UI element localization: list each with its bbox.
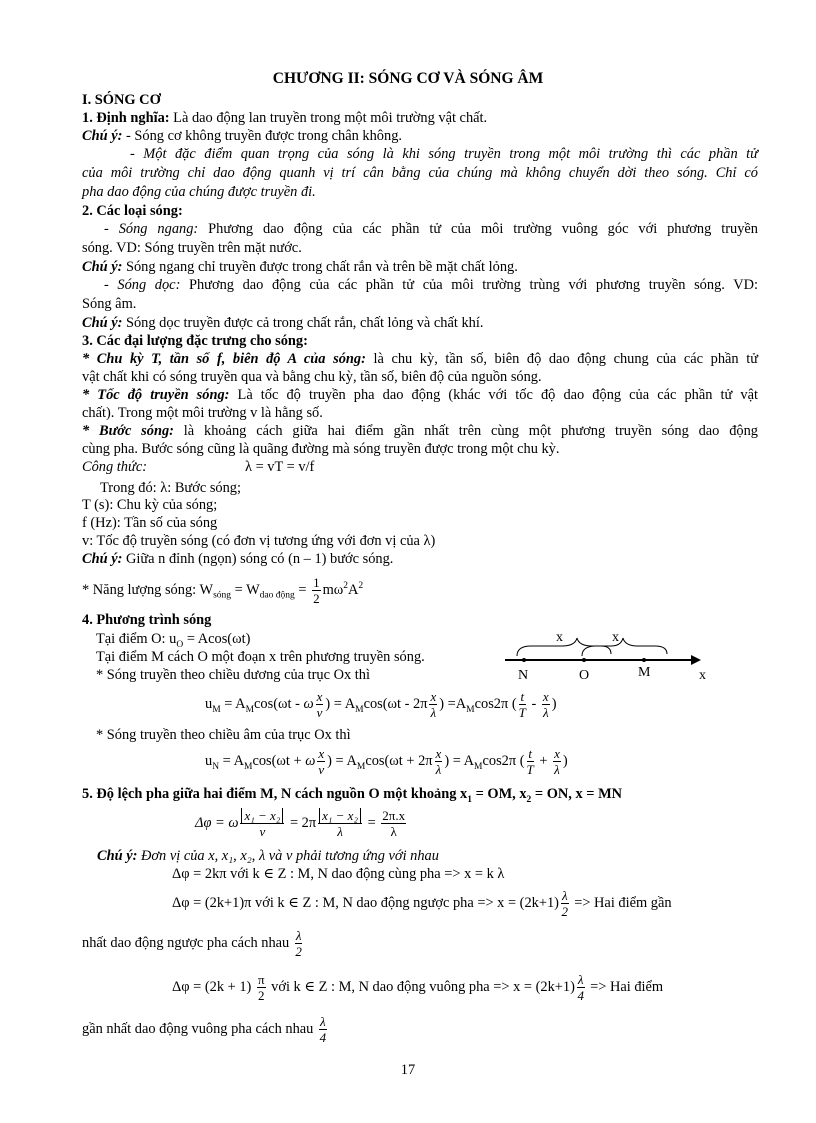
period-symbol-def: T (s): Chu kỳ của sóng; xyxy=(82,497,218,513)
brace-x1 xyxy=(517,638,611,656)
quadrature-condition: Δφ = (2k + 1) $\frac{\pi}{2}$ với k ∈ Z : M, N dao động vuông pha => x = (2k+1) $\frac{\lambda}{4}$ => Hai điểm xyxy=(172,972,664,1004)
transverse-wave-line2: sóng. VD: Sóng truyền trên mặt nước. xyxy=(82,240,302,256)
longitudinal-wave-line1: - Sóng dọc: Phương dao động của các phần tử của môi trường trùng với phương truyền sóng. VD: xyxy=(104,277,758,293)
wavelength-def-line2: cùng pha. Bước sóng cũng là quãng đường mà sóng truyền được trong một chu kỳ. xyxy=(82,441,560,457)
transverse-note: Chú ý: Sóng ngang chỉ truyền được trong chất rắn và trên bề mặt chất lỏng. xyxy=(82,259,518,275)
brace-x2 xyxy=(582,638,667,656)
label-x1: x xyxy=(556,630,563,645)
note-feature-line3: pha dao động của chúng được truyền đi. xyxy=(82,184,316,200)
longitudinal-wave-line2: Sóng âm. xyxy=(82,296,137,312)
definition: 1. Định nghĩa: Là dao động lan truyền trong một môi trường vật chất. xyxy=(82,110,488,126)
wave-energy-formula: * Năng lượng sóng: $W_{sóng} = W_{dao động}$ = $\frac{1}{2}$ $m\omega^2A^2$ xyxy=(82,574,364,606)
x-axis-arrow-icon xyxy=(691,655,701,665)
in-phase-condition: Δφ = 2kπ với k ∈ Z : M, N dao động cùng pha => x = k λ xyxy=(172,866,505,882)
where-line: Trong đó: λ: Bước sóng; xyxy=(100,480,241,496)
formula-line: Công thức: λ = vT = v/f xyxy=(82,459,315,475)
speed-def-line2: chất). Trong một môi trường v là hằng số. xyxy=(82,405,323,421)
period-def-line1: * Chu kỳ T, tần số f, biên độ A của sóng: là chu kỳ, tần số, biên độ dao động chung của các phần tử xyxy=(82,351,758,367)
subsection-heading: 4. Phương trình sóng xyxy=(82,612,212,628)
anti-phase-distance: nhất dao động ngược pha cách nhau $\frac{\lambda}{2}$ xyxy=(82,928,302,960)
equation-positive: $u_M = A_M\cos(\omega t - \omega$ $\frac{x}{v}$ ) = $A_M\cos(\omega t - 2\pi$ $\frac{x}{\lambda}$ ) $=A_M\cos 2\pi$ ( $\frac{t}{T}$ - $\frac{x}{\lambda}$ ) xyxy=(205,689,557,721)
point-M-dot xyxy=(642,658,646,662)
section-heading: I. SÓNG CƠ xyxy=(82,92,161,108)
quadrature-distance: gần nhất dao động vuông pha cách nhau $\frac{\lambda}{4}$ xyxy=(82,1014,327,1046)
transverse-wave-line1: - Sóng ngang: Phương dao động của các phần tử của môi trường vuông góc với phương truyền xyxy=(104,221,758,237)
crest-note: Chú ý: Giữa n đỉnh (ngọn) sóng có (n – 1) bước sóng. xyxy=(82,551,394,567)
note-feature-line1: - Một đặc điểm quan trọng của sóng là khi sóng truyền trong một môi trường thì các phần tử xyxy=(130,146,758,162)
positive-direction-label: * Sóng truyền theo chiều dương của trục Ox thì xyxy=(96,667,370,683)
period-def-line2: vật chất khi có sóng truyền qua và bằng chu kỳ, tần số, biên độ của nguồn sóng. xyxy=(82,369,542,385)
subsection-heading: 5. Độ lệch pha giữa hai điểm M, N cách nguồn O một khoảng $x_1$ = OM, $x_2$ = ON, x = MN xyxy=(82,786,623,805)
point-M-description: Tại điểm M cách O một đoạn x trên phương truyền sóng. xyxy=(96,649,425,665)
phase-difference-formula: Δφ = ω $\frac{\text{x₁ − x₂}}{v}$ = 2π $\frac{\text{x₁ − x₂}}{\lambda}$ = $\frac{2\pi.x}{\lambda}$ xyxy=(195,808,406,840)
subsection-heading: 2. Các loại sóng: xyxy=(82,203,183,219)
note-feature-line2: của môi trường chỉ dao động quanh vị trí cân bằng của chúng mà không chuyển dời theo sóng. Chỉ có xyxy=(82,165,758,181)
label-N: N xyxy=(518,668,529,683)
note-vacuum: Chú ý: - Sóng cơ không truyền được trong chân không. xyxy=(82,128,402,144)
label-x-axis: x xyxy=(699,668,706,683)
chapter-title: CHƯƠNG II: SÓNG CƠ VÀ SÓNG ÂM xyxy=(272,70,544,87)
units-note: Chú ý: Đơn vị của x, x₁, x₂, λ và v phải tương ứng với nhau xyxy=(97,848,439,864)
point-O-dot xyxy=(582,658,586,662)
anti-phase-condition: Δφ = (2k+1)π với k ∈ Z : M, N dao động ngược pha => x = (2k+1) $\frac{\lambda}{2}$ => Hai điểm gần xyxy=(172,888,672,920)
label-M: M xyxy=(638,665,651,680)
speed-symbol-def: v: Tốc độ truyền sóng (có đơn vị tương ứng với đơn vị của λ) xyxy=(82,533,436,549)
negative-direction-label: * Sóng truyền theo chiều âm của trục Ox thì xyxy=(96,727,351,743)
label-x2: x xyxy=(612,630,619,645)
wave-axis-diagram xyxy=(505,624,735,684)
wavelength-def-line1: * Bước sóng: là khoảng cách giữa hai điểm gần nhất trên cùng một phương truyền sóng dao động xyxy=(82,423,758,439)
page-number: 17 xyxy=(400,1062,416,1078)
subsection-heading: 3. Các đại lượng đặc trưng cho sóng: xyxy=(82,333,308,349)
point-N-dot xyxy=(522,658,526,662)
equation-negative: $u_N = A_M\cos(\omega t + \omega$ $\frac{x}{v}$ ) = $A_M\cos(\omega t + 2\pi$ $\frac{x}{\lambda}$ ) = $A_M\cos 2\pi$ ( $\frac{t}{T}$ + $\frac{x}{\lambda}$ ) xyxy=(205,746,568,778)
point-O-equation: Tại điểm O: $u_O = Acos(\omega t)$ xyxy=(96,631,251,650)
speed-def-line1: * Tốc độ truyền sóng: Là tốc độ truyền pha dao động (khác với tốc độ dao động của các phần tử vật xyxy=(82,387,758,403)
label-O: O xyxy=(579,668,590,683)
longitudinal-note: Chú ý: Sóng dọc truyền được cả trong chất rắn, chất lỏng và chất khí. xyxy=(82,315,484,331)
frequency-symbol-def: f (Hz): Tần số của sóng xyxy=(82,515,218,531)
